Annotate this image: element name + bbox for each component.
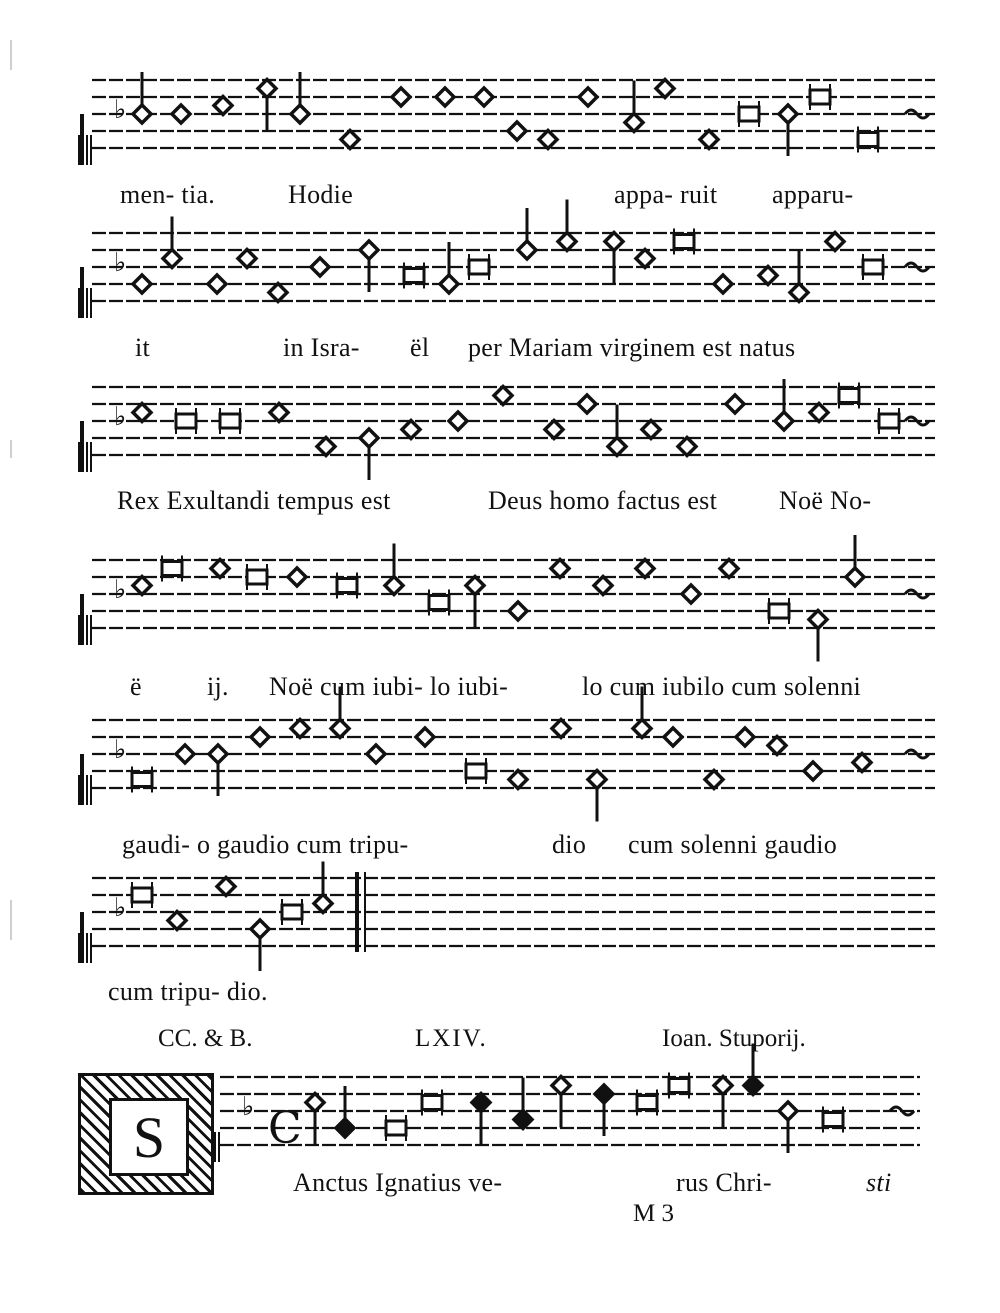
flat-sign: ♭ xyxy=(114,95,127,125)
staff-brace xyxy=(82,288,84,318)
note-breve xyxy=(220,414,240,428)
note-semibreve xyxy=(759,267,777,285)
note-semibreve xyxy=(291,720,309,738)
note-semibreve xyxy=(608,438,626,456)
note-semibreve xyxy=(700,131,718,149)
note-semibreve xyxy=(744,1077,762,1095)
note-semibreve xyxy=(736,728,754,746)
note-semibreve xyxy=(402,421,420,439)
note-semibreve xyxy=(656,80,674,98)
note-breve xyxy=(879,414,899,428)
note-semibreve xyxy=(238,250,256,268)
staff-brace xyxy=(78,135,80,165)
note-semibreve xyxy=(314,895,332,913)
note-semibreve xyxy=(625,114,643,132)
note-semibreve xyxy=(768,737,786,755)
lyric: ël xyxy=(410,333,430,362)
note-semibreve xyxy=(509,602,527,620)
note-semibreve xyxy=(714,1077,732,1095)
note-semibreve xyxy=(176,745,194,763)
note-semibreve xyxy=(385,577,403,595)
note-breve xyxy=(839,389,859,403)
note-semibreve xyxy=(810,404,828,422)
note-semibreve xyxy=(494,387,512,405)
note-breve xyxy=(469,260,489,274)
note-semibreve xyxy=(168,912,186,930)
note-semibreve xyxy=(579,88,597,106)
note-semibreve xyxy=(809,611,827,629)
staff-brace xyxy=(78,442,80,472)
note-semibreve xyxy=(605,233,623,251)
note-breve xyxy=(669,1079,689,1093)
lyric: sti xyxy=(866,1168,892,1197)
note-semibreve xyxy=(211,560,229,578)
folio-signature: M 3 xyxy=(633,1200,674,1227)
note-semibreve xyxy=(269,284,287,302)
note-semibreve xyxy=(636,250,654,268)
note-semibreve xyxy=(826,233,844,251)
note-semibreve xyxy=(726,395,744,413)
staff-brace xyxy=(82,135,84,165)
lyric: in Isra- xyxy=(283,333,360,362)
lyric: Anctus Ignatius ve- xyxy=(293,1168,503,1197)
note-breve xyxy=(769,604,789,618)
piece-heading xyxy=(0,1025,1000,1065)
flat-sign: ♭ xyxy=(114,402,127,432)
note-semibreve xyxy=(588,771,606,789)
ornamental-initial xyxy=(78,1073,214,1195)
note-semibreve xyxy=(291,105,309,123)
note-semibreve xyxy=(578,395,596,413)
piece-number: LXIV. xyxy=(415,1025,488,1052)
note-breve xyxy=(132,773,152,787)
lyric: Noë cum iubi- lo iubi- xyxy=(269,672,509,701)
lyric: Deus homo factus est xyxy=(488,486,718,515)
note-semibreve xyxy=(416,728,434,746)
note-semibreve xyxy=(509,771,527,789)
flat-sign: ♭ xyxy=(114,893,127,923)
staff-brace xyxy=(86,135,88,165)
staff-brace xyxy=(218,1132,220,1162)
note-semibreve xyxy=(514,1111,532,1129)
lyric: ij. xyxy=(207,672,229,701)
note-semibreve xyxy=(258,80,276,98)
note-breve xyxy=(810,90,830,104)
note-semibreve xyxy=(392,88,410,106)
note-semibreve xyxy=(705,771,723,789)
note-semibreve xyxy=(360,241,378,259)
staff-brace xyxy=(90,135,92,165)
note-breve xyxy=(404,269,424,283)
note-semibreve xyxy=(475,88,493,106)
note-semibreve xyxy=(288,568,306,586)
note-semibreve xyxy=(133,275,151,293)
note-semibreve xyxy=(804,762,822,780)
note-semibreve xyxy=(341,131,359,149)
note-semibreve xyxy=(214,97,232,115)
note-breve xyxy=(247,570,267,584)
composer-name: Ioan. Stuporij. xyxy=(662,1025,806,1052)
initial-letter: S xyxy=(109,1098,189,1176)
staff-brace xyxy=(78,288,80,318)
staff-brace xyxy=(82,775,84,805)
lyric: ë xyxy=(130,672,142,701)
note-semibreve xyxy=(595,1085,613,1103)
lyric: Noë No- xyxy=(779,486,872,515)
note-semibreve xyxy=(336,1119,354,1137)
note-semibreve xyxy=(642,421,660,439)
note-semibreve xyxy=(779,105,797,123)
voicing-label: CC. & B. xyxy=(158,1025,253,1052)
staff-brace xyxy=(78,933,80,963)
note-semibreve xyxy=(270,404,288,422)
lyric: cum solenni gaudio xyxy=(628,830,838,859)
note-breve xyxy=(823,1113,843,1127)
note-semibreve xyxy=(472,1094,490,1112)
note-semibreve xyxy=(251,920,269,938)
note-semibreve xyxy=(317,438,335,456)
note-semibreve xyxy=(552,1077,570,1095)
note-semibreve xyxy=(133,105,151,123)
staff-brace xyxy=(214,1132,216,1162)
note-semibreve xyxy=(636,560,654,578)
note-breve xyxy=(466,764,486,778)
note-semibreve xyxy=(133,404,151,422)
note-semibreve xyxy=(209,745,227,763)
note-semibreve xyxy=(790,284,808,302)
note-breve xyxy=(337,579,357,593)
note-semibreve xyxy=(558,233,576,251)
note-semibreve xyxy=(633,720,651,738)
flat-sign: ♭ xyxy=(242,1092,255,1122)
note-semibreve xyxy=(306,1094,324,1112)
lyric: lo cum iubilo cum solenni xyxy=(582,672,862,701)
staff-brace xyxy=(90,775,92,805)
note-semibreve xyxy=(331,720,349,738)
note-semibreve xyxy=(208,275,226,293)
note-semibreve xyxy=(775,412,793,430)
note-breve xyxy=(176,414,196,428)
note-semibreve xyxy=(551,560,569,578)
note-semibreve xyxy=(466,577,484,595)
staff-brace xyxy=(90,288,92,318)
note-breve xyxy=(132,888,152,902)
note-semibreve xyxy=(846,568,864,586)
lyric: dio xyxy=(552,830,587,859)
note-semibreve xyxy=(217,878,235,896)
note-semibreve xyxy=(251,728,269,746)
flat-sign: ♭ xyxy=(114,575,127,605)
staff-brace xyxy=(78,775,80,805)
note-semibreve xyxy=(714,275,732,293)
note-breve xyxy=(282,905,302,919)
lyric: it xyxy=(135,333,151,362)
note-breve xyxy=(674,235,694,249)
note-semibreve xyxy=(539,131,557,149)
staff-brace xyxy=(86,775,88,805)
note-semibreve xyxy=(436,88,454,106)
staff-brace xyxy=(86,615,88,645)
note-semibreve xyxy=(720,560,738,578)
lyric: appa- ruit xyxy=(614,180,718,209)
note-semibreve xyxy=(853,754,871,772)
staff-brace xyxy=(90,442,92,472)
note-breve xyxy=(162,562,182,576)
staff-brace xyxy=(78,615,80,645)
note-breve xyxy=(739,107,759,121)
note-semibreve xyxy=(779,1102,797,1120)
note-semibreve xyxy=(367,745,385,763)
lyric: Rex Exultandi tempus est xyxy=(117,486,391,515)
lyric: apparu- xyxy=(772,180,854,209)
staff-brace xyxy=(82,615,84,645)
lyric: cum tripu- dio. xyxy=(108,977,268,1006)
staff-brace xyxy=(82,933,84,963)
note-semibreve xyxy=(545,421,563,439)
note-semibreve xyxy=(163,250,181,268)
lyric: men- tia. xyxy=(120,180,216,209)
lyric: Hodie xyxy=(288,180,354,209)
time-signature: C xyxy=(268,1103,302,1154)
note-semibreve xyxy=(678,438,696,456)
note-breve xyxy=(863,260,883,274)
note-semibreve xyxy=(172,105,190,123)
staff-brace xyxy=(90,933,92,963)
lyric: rus Chri- xyxy=(676,1168,772,1197)
note-semibreve xyxy=(508,122,526,140)
note-semibreve xyxy=(133,577,151,595)
note-breve xyxy=(637,1096,657,1110)
lyric: per Mariam virginem est natus xyxy=(468,333,796,362)
staff-brace xyxy=(86,933,88,963)
note-semibreve xyxy=(440,275,458,293)
note-breve xyxy=(422,1096,442,1110)
note-semibreve xyxy=(311,258,329,276)
staff-brace xyxy=(90,615,92,645)
note-breve xyxy=(858,133,878,147)
flat-sign: ♭ xyxy=(114,248,127,278)
staff-brace xyxy=(82,442,84,472)
note-semibreve xyxy=(449,412,467,430)
note-semibreve xyxy=(682,585,700,603)
note-semibreve xyxy=(594,577,612,595)
note-semibreve xyxy=(518,241,536,259)
lyric: gaudi- o gaudio cum tripu- xyxy=(122,830,409,859)
staff-brace xyxy=(86,442,88,472)
flat-sign: ♭ xyxy=(114,735,127,765)
note-breve xyxy=(429,596,449,610)
note-breve xyxy=(386,1121,406,1135)
note-semibreve xyxy=(552,720,570,738)
note-semibreve xyxy=(360,429,378,447)
note-semibreve xyxy=(664,728,682,746)
staff-brace xyxy=(86,288,88,318)
